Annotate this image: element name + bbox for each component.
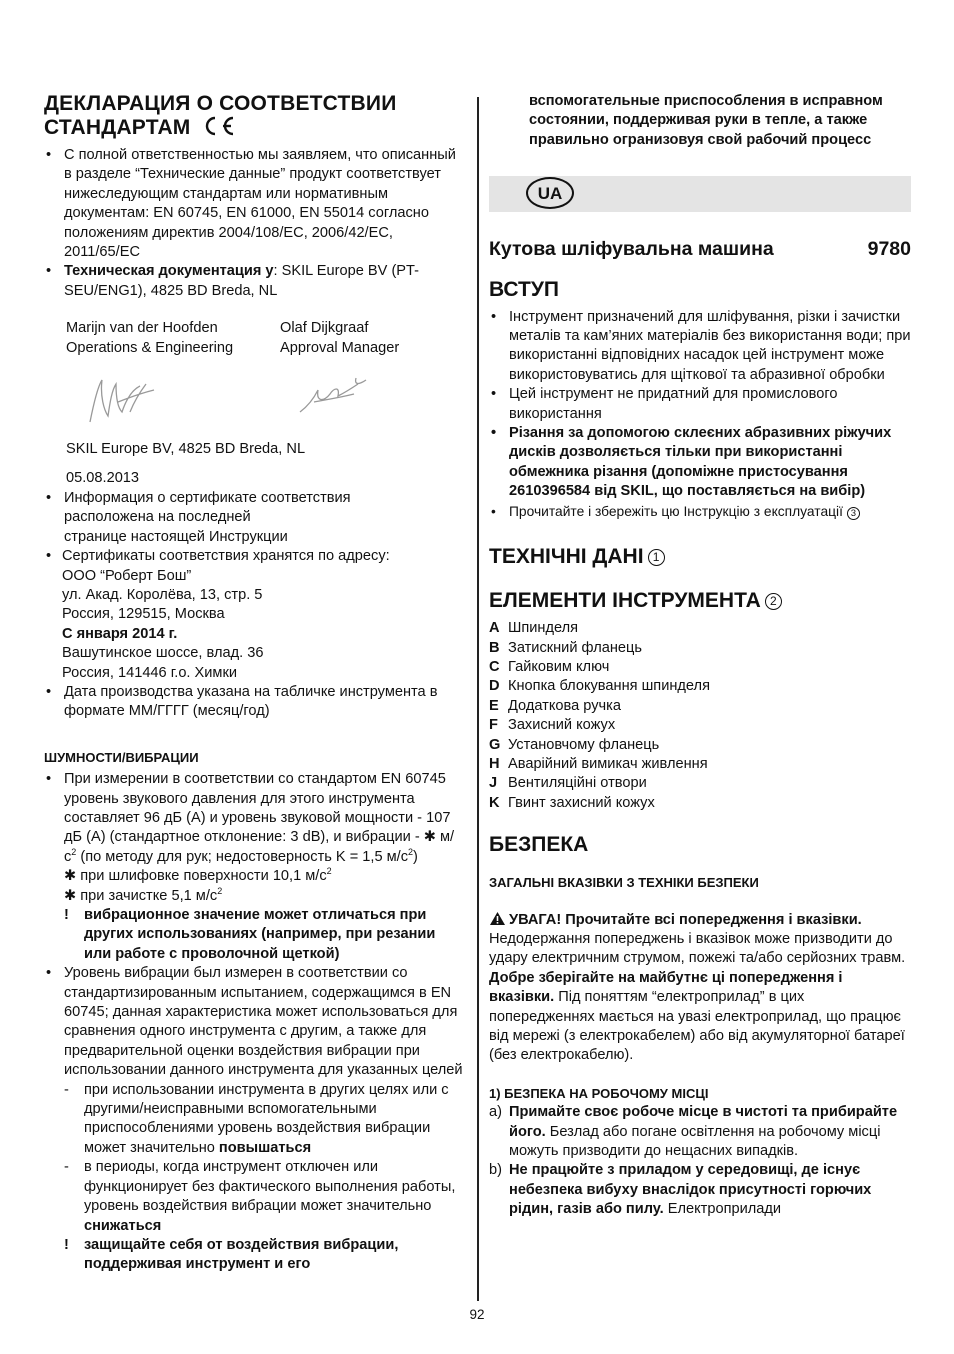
element-key: D — [489, 678, 500, 695]
company-address: SKIL Europe BV, 4825 BD Breda, NL — [66, 441, 306, 458]
tech-doc-location: • Техническая документация у: SKIL Europe BV (PT-SEU/ENG1), 4825 BD Breda, NL — [44, 262, 466, 301]
safety-heading: БЕЗПЕКА — [489, 833, 589, 857]
element-key: G — [489, 736, 501, 753]
vibration-level-info: • Уровень вибрации был измерен в соответствии со стандартизированным испытанием, содержащимся в EN 60745; данная характеристика может использоваться для сравнения одного инструмента с другим, а также для предварительной оценки воздействия вибрации при использовании данного инструмента для указанных целей - при использовании инструмента в других целях или с другими/неисправными вспомогательными приспособлениями уровень воздействия вибрации может значительно повышаться - в периоды, когда инструмент отключен или функционирует без фактического выполнения работы, уровень воздействия вибрации может значительно снижаться ! защищайте себя от воздействия вибрации, поддерживая инструмент и его — [44, 964, 466, 1275]
workplace-rule-a: a) Примайте своє робоче місце в чистоті та прибирайте його. Безлад або погане освітлення на робочому місці можуть призводити до нещасних випадків. — [489, 1104, 898, 1160]
vibration-protection-warning: ! защищайте себя от воздействия вибрации, поддерживая инструмент и его — [64, 1236, 399, 1273]
element-label: Шпинделя — [508, 620, 579, 637]
element-label: Аварійний вимикач живлення — [508, 755, 708, 772]
declaration-title: ДЕКЛАРАЦИЯ О СООТВЕТСТВИИ СТАНДАРТАМ — [44, 92, 397, 139]
element-key: K — [489, 794, 500, 811]
element-label: Затискний фланець — [508, 639, 643, 656]
left-column — [44, 92, 466, 1275]
product-title-row — [489, 240, 911, 259]
workplace-rule-b: b) Не працюйте з приладом у середовищі, де існує небезпека вибуху внаслідок присутності горючих рідин, газів або пилу. Електроприлади — [489, 1162, 872, 1218]
ce-mark-icon — [201, 116, 237, 136]
element-key: E — [489, 697, 499, 714]
noise-measurement: • При измерении в соответствии со стандартом EN 60745 уровень звукового давления для этого инструмента составляет 96 дБ (A) и уровень звуковой мощности - 107 дБ (A) (стандартное отклонение: 3 dB), и вибрации - ✱ $м/с^2$ (по методу для рук; недостоверность K = 1,5 $м/с^2$) ✱ при шлифовке поверхности 10,1 $м/с^2$ ✱ при зачистке 5,1 $м/с^2$ ! вибрационное значение может отличаться при других использованиях (например, при резании или работе с проволочной щеткой) — [44, 770, 466, 964]
noise-vibration-heading: ШУМНОСТИ/ВИБРАЦИИ — [44, 749, 199, 765]
elements-list — [489, 619, 911, 813]
intro-heading: ВСТУП — [489, 277, 559, 301]
intro-read-manual: • Прочитайте і збережіть цю Інструкцію з експлуатації 3 — [489, 502, 911, 521]
vibration-sanding: ✱ при зачистке 5,1 $м/с^2$ — [64, 885, 223, 904]
element-label: Гвинт захисний кожух — [508, 794, 655, 811]
element-item — [489, 736, 911, 755]
element-label: Додаткова ручка — [508, 697, 621, 714]
workplace-safety-list — [489, 1103, 911, 1219]
element-item — [489, 774, 911, 793]
signatory-1: Marijn van der Hoofden Operations & Engineering — [66, 320, 234, 356]
intro-not-industrial: • Цей інструмент не придатний для промислового використання — [489, 385, 911, 424]
noise-list — [44, 770, 466, 1275]
vibration-cases — [64, 1081, 466, 1236]
tech-data-heading: ТЕХНІЧНІ ДАНІ 1 — [489, 545, 911, 569]
element-key: B — [489, 639, 500, 656]
declaration-statement: • С полной ответственностью мы заявляем, что описанный в разделе “Технические данные” продукт соответствует нижеследующим стандартам или нормативным документам: EN 60745, EN 61000, EN 55014 согласно положениям директив 2004/108/EC, 2006/42/EC, 2011/65/EC — [44, 146, 466, 262]
element-item — [489, 716, 911, 735]
element-key: H — [489, 755, 500, 772]
safety-warning: УВАГА! Прочитайте всі попередження і вказівки. Недодержання попереджень і вказівок може призводити до удару електричним струмом, пожежі та/або серйозних травм. Добре зберігайте на майбутнє ці попередження і вказівки. Під поняттям “електроприлад” в цих попередженнях мається на увазі електроприлад, що працює від мережі (з електрокабелем) або від акумуляторної батареї (без електрокабелю). — [489, 911, 906, 1064]
intro-list — [489, 308, 911, 521]
vibration-case-increase: - при использовании инструмента в других целях или с другими/неисправными вспомогательными приспособлениями уровень воздействия вибрации может значительно повышаться — [64, 1081, 466, 1159]
element-item — [489, 697, 911, 716]
production-date-info: • Дата производства указана на табличке инструмента в формате ММ/ГГГГ (месяц/год) — [44, 683, 466, 722]
figure-ref-3: 3 — [847, 507, 860, 520]
certificate-info: • Информация о сертификате соответствия расположена на последней странице настоящей Инструкции — [44, 489, 466, 547]
signature-1-image — [82, 372, 162, 428]
model-number: 9780 — [867, 238, 911, 261]
workplace-safety-heading: 1) БЕЗПЕКА НА РОБОЧОМУ МІСЦІ — [489, 1085, 709, 1101]
element-item — [489, 658, 911, 677]
vibration-warning: ! вибрационное значение может отличаться при других использованиях (например, при резании или работе с проволочной щеткой) — [64, 907, 436, 962]
element-item — [489, 794, 911, 813]
element-item — [489, 619, 911, 638]
element-key: J — [489, 775, 498, 792]
signature-images — [44, 372, 466, 430]
vibration-surface-grinding: ✱ при шлифовке поверхности 10,1 $м/с^2$ — [64, 866, 332, 885]
column-divider — [477, 97, 479, 1301]
intro-purpose: • Інструмент призначений для шліфування, різки і зачистки металів та кам’яних матеріалів без використання води; при використанні відповідних насадок цей інструмент може використовуватись для щіткової та абразивної обробки — [489, 308, 911, 386]
element-item — [489, 755, 911, 774]
element-key: F — [489, 717, 498, 734]
declaration-list — [44, 146, 466, 301]
figure-ref-1: 1 — [648, 549, 665, 566]
element-key: C — [489, 658, 500, 675]
element-item — [489, 639, 911, 658]
signatories — [66, 319, 466, 358]
element-label: Кнопка блокування шпинделя — [508, 678, 710, 695]
page-number: 92 — [469, 1307, 485, 1322]
language-badge: UA — [526, 177, 574, 209]
signature-2-image — [294, 372, 374, 420]
element-label: Захисний кожух — [508, 717, 616, 734]
certificate-storage: • Сертификаты соответствия хранятся по адресу: ООО “Роберт Бош” ул. Акад. Королёва, 13, стр. 5 Россия, 129515, Москва С января 2014 г. Вашутинское шоссе, влад. 36 Россия, 141446 г.о. Химки — [44, 547, 466, 683]
general-safety-heading: ЗАГАЛЬНІ ВКАЗІВКИ З ТЕХНІКИ БЕЗПЕКИ — [489, 875, 759, 891]
right-column — [489, 92, 911, 1220]
continued-text: вспомогательные приспособления в исправном состоянии, поддерживая руки в тепле, а также правильно огранизовуя свой рабочий процесс — [529, 93, 883, 148]
warning-triangle-icon — [489, 911, 506, 926]
declaration-date: 05.08.2013 — [66, 470, 140, 487]
element-label: Гайковим ключ — [508, 658, 610, 675]
element-item — [489, 677, 911, 696]
language-bar — [489, 176, 911, 212]
elements-heading: ЕЛЕМЕНТИ ІНСТРУМЕНТА 2 — [489, 589, 911, 613]
element-label: Установчому фланець — [508, 736, 660, 753]
figure-ref-2: 2 — [765, 593, 782, 610]
intro-cutting-guard: • Різання за допомогою склеєних абразивних ріжучих дисків дозволяється тільки при використанні обмежника різання (допоміжне пристосування 2610396584 від SKIL, що поставляється на вибір) — [489, 424, 911, 502]
certificate-list — [44, 489, 466, 722]
product-title: Кутова шліфувальна машина — [489, 238, 774, 261]
element-label: Вентиляційні отвори — [508, 775, 647, 792]
element-key: A — [489, 620, 500, 637]
signatory-2: Olaf Dijkgraaf Approval Manager — [280, 320, 400, 356]
vibration-case-decrease: - в периоды, когда инструмент отключен или функционирует без фактического выполнения работы, уровень воздействия вибрации может значительно снижаться — [64, 1158, 466, 1236]
